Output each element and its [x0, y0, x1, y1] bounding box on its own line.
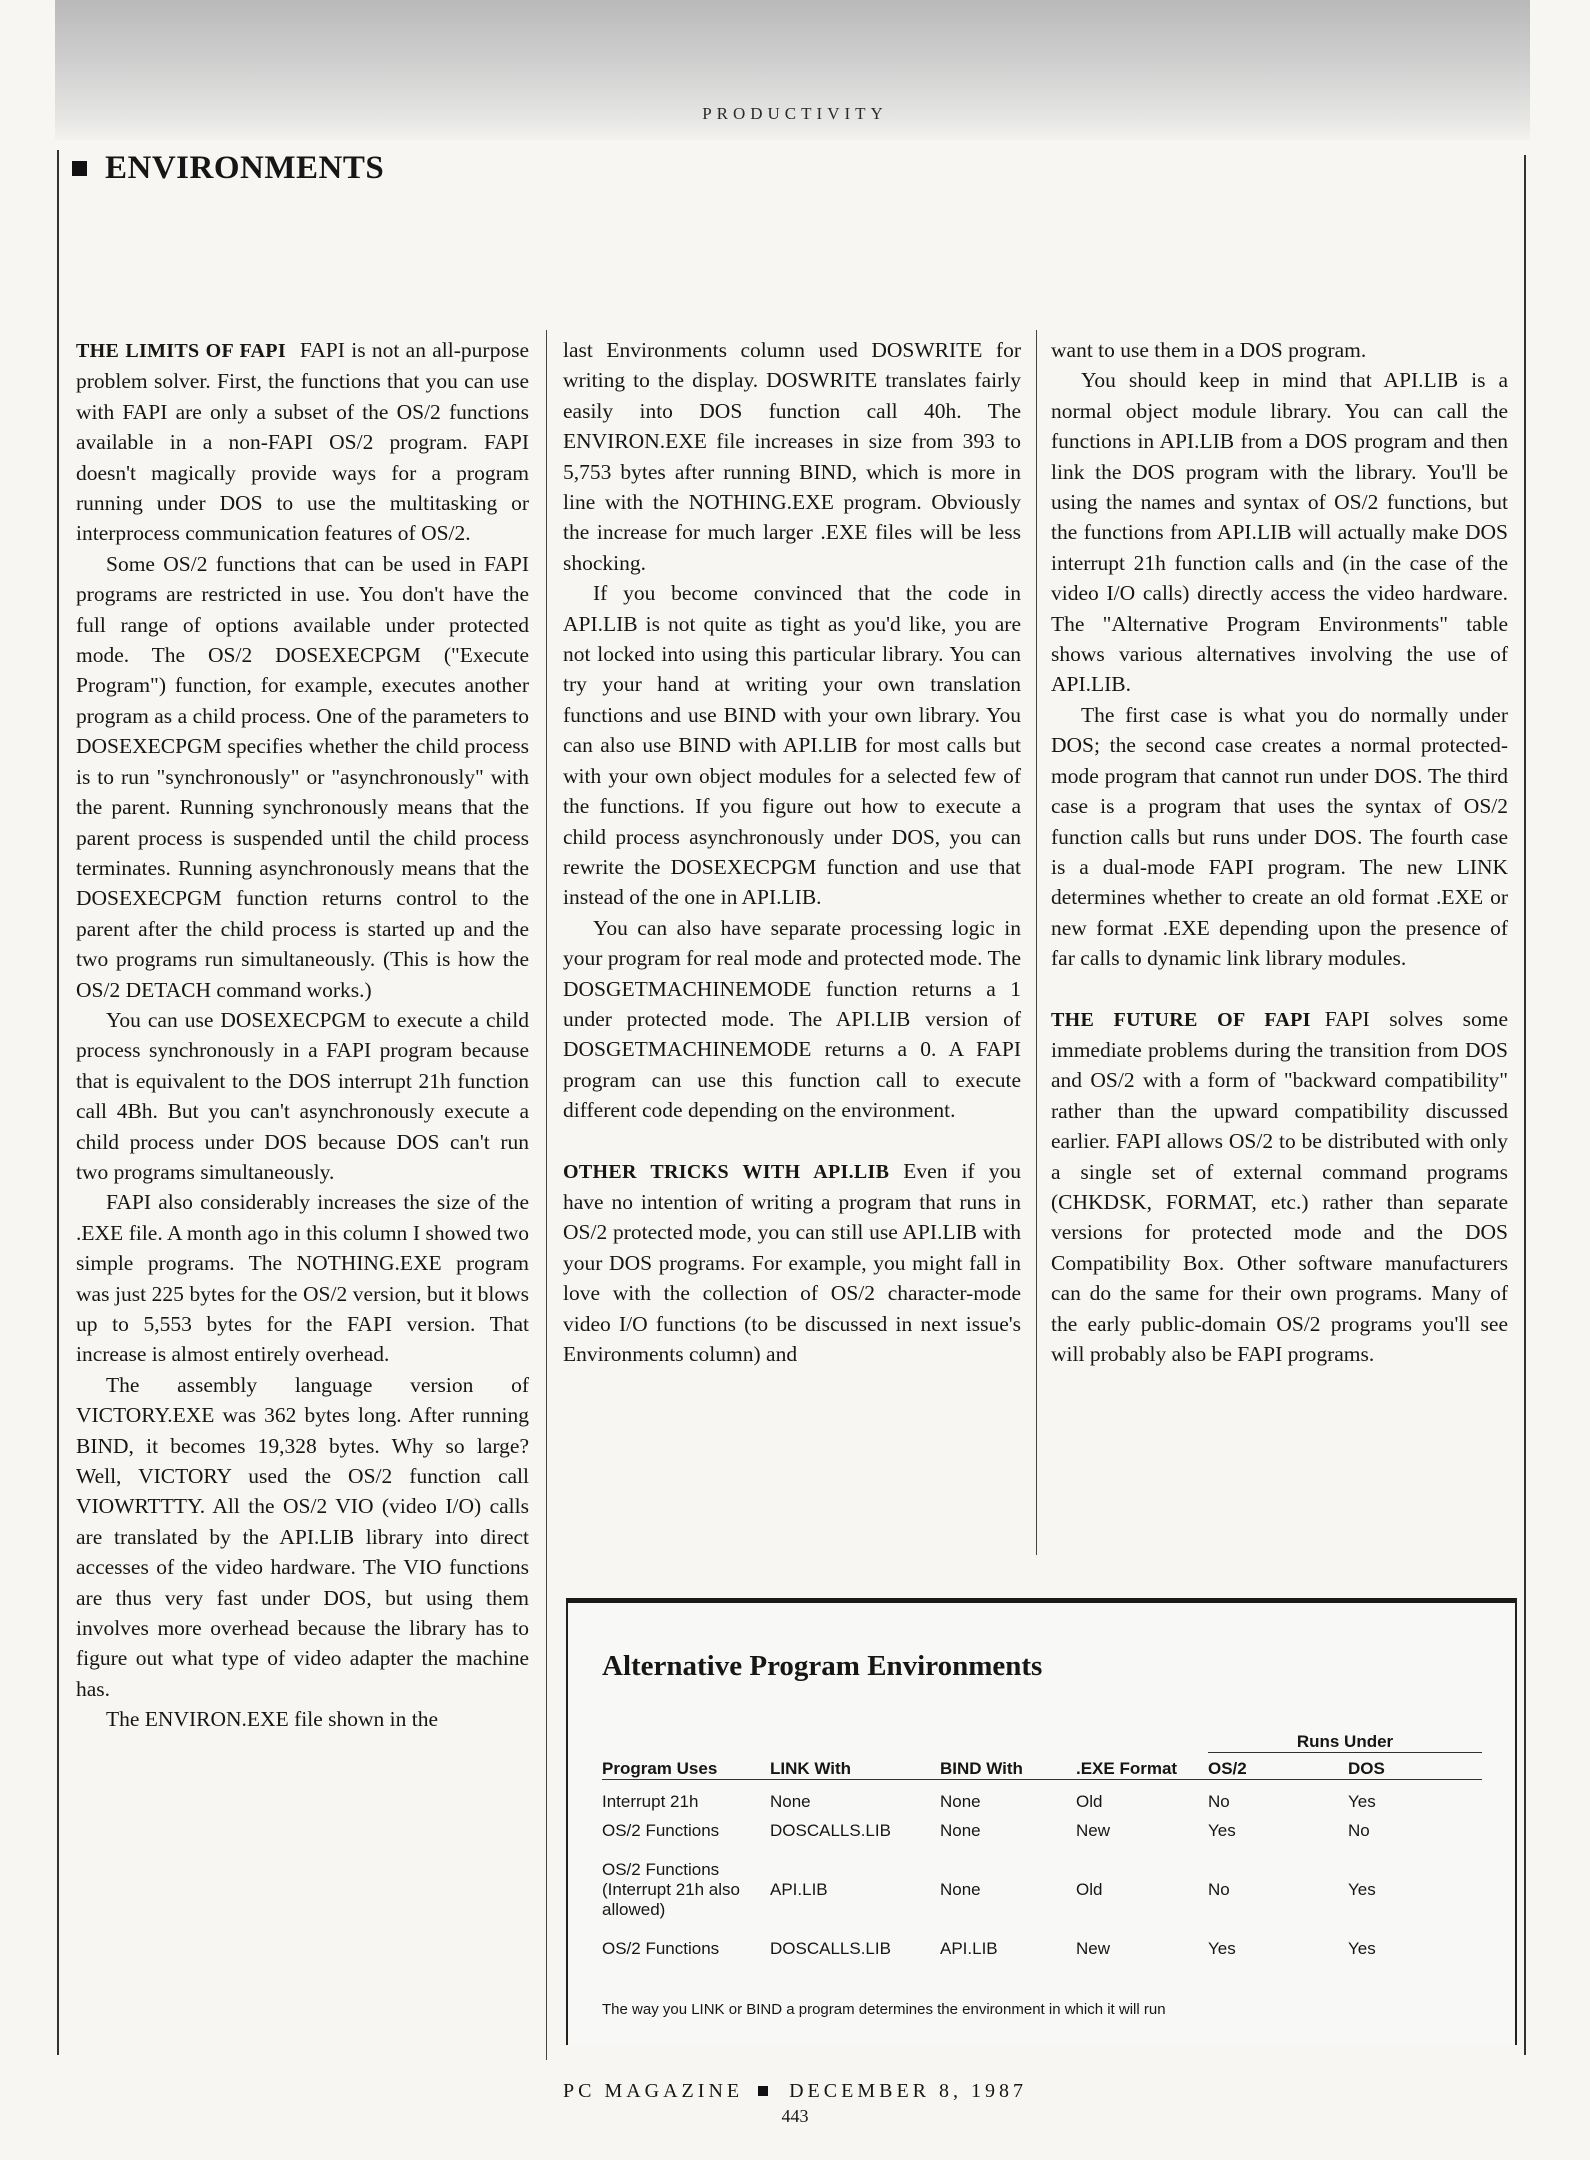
- article-column-1: [76, 335, 529, 1735]
- column-header: LINK With: [770, 1753, 940, 1780]
- paragraph: If you become convinced that the code in API.LIB is not quite as tight as you'd like, you are not locked into using this particular library. You can try your hand at writing your own translation functions and use BIND with your own library. You can also use BIND with API.LIB for most calls but with your own object modules for a selected few of the functions. If you figure out how to execute a child process asynchronously under DOS, you can rewrite the DOSEXECPGM function and use that instead of the one in API.LIB.: [563, 581, 1021, 910]
- page-number: 443: [781, 2106, 809, 2126]
- table-cell: None: [940, 1791, 981, 1811]
- column-header: BIND With: [940, 1753, 1076, 1780]
- table-cell: No: [1208, 1791, 1230, 1811]
- column-header: OS/2: [1208, 1753, 1348, 1780]
- paragraph: The assembly language version of VICTORY.EXE was 362 bytes long. After running BIND, it becomes 19,328 bytes. Why so large? Well, VICTORY used the OS/2 function call VIOWRTTTY. All the OS/2 VIO (video I/O) calls are translated by the API.LIB library into direct accesses of the video hardware. The VIO functions are thus very fast under DOS, but using them involves more overhead because the library has to figure out what type of video adapter the machine has.: [76, 1372, 529, 1701]
- table-cell: Old: [1076, 1879, 1103, 1899]
- paragraph: Some OS/2 functions that can be used in FAPI programs are restricted in use. You don't have the full range of options available under protected mode. The OS/2 DOSEXECPGM ("Execute Program") function, for example, executes another program as a child process. One of the parameters to DOSEXECPGM specifies whether the child process is to run "synchronously" or "asynchronously" with the parent. Running synchronously means that the parent process is suspended until the child process terminates. Running asynchronously means that the DOSEXECPGM function returns control to the parent after the child process is started up and the two programs run simultaneously. (This is how the OS/2 DETACH command works.): [76, 551, 529, 1002]
- subhead: THE LIMITS OF FAPI: [76, 340, 286, 362]
- column-header: DOS: [1348, 1753, 1482, 1780]
- table-cell: None: [940, 1879, 981, 1899]
- paragraph: OTHER TRICKS WITH API.LIB Even if you have no intention of writing a program that runs in OS/2 protected mode, you can still use API.LIB with your DOS programs. For example, you might fall in love with the collection of OS/2 character-mode video I/O functions (to be discussed in next issue's Environments column) and: [563, 1158, 1022, 1366]
- paragraph: You can also have separate processing logic in your program for real mode and protected mode. The DOSGETMACHINEMODE function returns a 1 under protected mode. The API.LIB version of DOSGETMACHINEMODE returns a 0. A FAPI program can use this function call to execute different code depending on the environment.: [563, 915, 1021, 1123]
- table-cell: None: [770, 1791, 811, 1811]
- column-header: Program Uses: [602, 1753, 770, 1780]
- paragraph: FAPI also considerably increases the size of the .EXE file. A month ago in this column I showed two simple programs. The NOTHING.EXE program was just 225 bytes for the OS/2 version, but it blows up to 5,553 bytes for the FAPI version. That increase is almost entirely overhead.: [76, 1190, 529, 1367]
- table-cell: None: [940, 1820, 981, 1840]
- paragraph: The ENVIRON.EXE file shown in the: [106, 1707, 438, 1732]
- table-caption: The way you LINK or BIND a program determines the environment in which it will run: [602, 2001, 1166, 2018]
- paragraph: You should keep in mind that API.LIB is a normal object module library. You can call the functions in API.LIB from a DOS program and then link the DOS program with the library. You'll be using the names and syntax of OS/2 functions, but the functions from API.LIB will actually make DOS interrupt 21h function calls and (in the case of the video I/O calls) directly access the video hardware. The "Alternative Program Environments" table shows various alternatives involving the use of API.LIB.: [1051, 368, 1508, 697]
- table-title: Alternative Program Environments: [602, 1650, 1043, 1682]
- table-box: [566, 1598, 1517, 2045]
- table-cell: No: [1208, 1879, 1230, 1899]
- table-cell: New: [1076, 1820, 1111, 1840]
- table-cell: New: [1076, 1938, 1111, 1958]
- table-row: [602, 1780, 1482, 1814]
- paragraph: THE LIMITS OF FAPI FAPI is not an all-purpose problem solver. First, the functions that you can use with FAPI are only a subset of the OS/2 functions available in a non-FAPI OS/2 program. FAPI doesn't magically provide ways for a program running under DOS to use the multitasking or interprocess communication features of OS/2.: [76, 338, 529, 546]
- issue-date: DECEMBER 8, 1987: [789, 2080, 1028, 2102]
- paragraph: want to use them in a DOS program.: [1051, 338, 1367, 362]
- left-border-rule: [57, 150, 59, 2055]
- paragraph: The first case is what you do normally under DOS; the second case creates a normal protected-mode program that cannot run under DOS. The third case is a program that uses the syntax of OS/2 function calls but runs under DOS. The fourth case is a dual-mode FAPI program. The new LINK determines whether to create an old format .EXE or new format .EXE depending upon the presence of far calls to dynamic link library modules.: [1051, 702, 1508, 971]
- department-heading: [72, 150, 384, 187]
- table-cell: Yes: [1208, 1820, 1236, 1840]
- paragraph: last Environments column used DOSWRITE for writing to the display. DOSWRITE translates fairly easily into DOS function call 40h. The ENVIRON.EXE file increases in size from 393 to 5,753 bytes after running BIND, which is more in line with the NOTHING.EXE program. Obviously the increase for much larger .EXE files will be less shocking.: [563, 338, 1021, 575]
- article-column-2: [563, 335, 1021, 1369]
- table-row: [602, 1932, 1482, 1966]
- square-bullet-icon: [72, 161, 87, 176]
- column-divider: [1036, 330, 1037, 1555]
- article-column-3: [1051, 335, 1508, 1369]
- column-header: .EXE Format: [1076, 1753, 1208, 1780]
- publication-name: PC MAGAZINE: [562, 2080, 744, 2102]
- environments-table: [602, 1728, 1482, 1966]
- subhead: THE FUTURE OF FAPI: [1051, 1008, 1311, 1031]
- table-cell: API.LIB: [940, 1938, 998, 1958]
- column-divider: [546, 330, 547, 2060]
- runs-under-header: Runs Under: [1208, 1728, 1482, 1753]
- table-cell: API.LIB: [770, 1879, 828, 1899]
- paragraph: You can use DOSEXECPGM to execute a child process synchronously in a FAPI program because that is equivalent to the DOS interrupt 21h function call 4Bh. But you can't asynchronously execute a child process under DOS because DOS can't run two programs simultaneously.: [76, 1007, 529, 1184]
- subhead: OTHER TRICKS WITH API.LIB: [563, 1160, 890, 1183]
- table-cell: OS/2 Functions (Interrupt 21h also allowed): [602, 1859, 740, 1919]
- department-title: ENVIRONMENTS: [105, 150, 385, 186]
- table-cell: Yes: [1348, 1791, 1376, 1811]
- table-cell: DOSCALLS.LIB: [770, 1938, 891, 1958]
- table-cell: Yes: [1348, 1938, 1376, 1958]
- table-cell: OS/2 Functions: [602, 1820, 720, 1840]
- paragraph: THE FUTURE OF FAPI FAPI solves some immediate problems during the transition from DOS and OS/2 with a form of "backward compatibility" rather than the upward compatibility discussed earlier. FAPI allows OS/2 to be distributed with only a single set of external command programs (CHKDSK, FORMAT, etc.) rather than separate versions for protected mode and the DOS Compatibility Box. Other software manufacturers can do the same for their own programs. Many of the early public-domain OS/2 programs you'll see will probably also be FAPI programs.: [1051, 1006, 1509, 1366]
- table-cell: OS/2 Functions: [602, 1938, 720, 1958]
- right-border-rule: [1524, 155, 1526, 2055]
- table-row: [602, 1848, 1482, 1932]
- table-cell: Yes: [1348, 1879, 1376, 1899]
- section-label: PRODUCTIVITY: [702, 104, 888, 123]
- page-footer: [0, 2080, 1590, 2103]
- table-cell: Yes: [1208, 1938, 1236, 1958]
- square-bullet-icon: [758, 2086, 768, 2096]
- table-cell: Interrupt 21h: [602, 1791, 699, 1811]
- table-cell: No: [1348, 1820, 1370, 1840]
- table-row: [602, 1814, 1482, 1848]
- table-cell: DOSCALLS.LIB: [770, 1820, 891, 1840]
- table-cell: Old: [1076, 1791, 1103, 1811]
